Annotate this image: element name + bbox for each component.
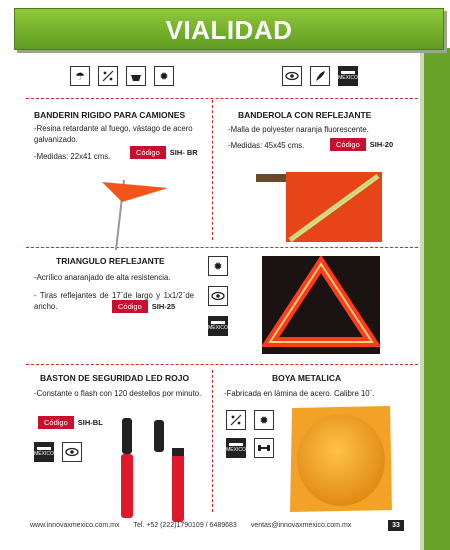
mexico-flag-icon — [338, 66, 358, 86]
divider-vertical-2 — [212, 370, 213, 512]
banderin-codigo — [130, 146, 198, 159]
baston-image — [112, 412, 192, 528]
boya-title: BOYA METALICA — [272, 373, 342, 383]
mexico-flag-icon — [226, 438, 246, 458]
eye-icon — [62, 442, 82, 462]
temperature-icon — [226, 410, 246, 430]
dumbbell-icon — [254, 438, 274, 458]
banderola-code: SIH-20 — [369, 140, 394, 149]
banderola-flag-image — [256, 160, 386, 244]
baston-code: SIH-BL — [77, 418, 103, 427]
codigo-badge: Código — [330, 138, 366, 151]
triangulo-title: TRIANGULO REFLEJANTE — [56, 256, 165, 266]
mexico-badge-text: MÉXICO — [226, 447, 246, 453]
water-tub-icon — [126, 66, 146, 86]
footer — [30, 522, 351, 529]
mexico-badge-text: MÉXICO — [208, 325, 228, 331]
banderin-code: SIH- BR — [169, 148, 198, 157]
page-number: 33 — [388, 520, 404, 531]
triangulo-code: SIH-25 — [151, 302, 176, 311]
codigo-badge: Código — [130, 146, 166, 159]
umbrella-icon: ☂ — [70, 66, 90, 86]
banderola-desc-1: -Malla de polyester naranja fluorescente. — [228, 125, 369, 134]
triangulo-image — [262, 256, 380, 354]
boya-desc-1: -Fabricada en lámina de acero. Calibre 10¨. — [224, 389, 375, 398]
mexico-badge-text: MÉXICO — [338, 75, 358, 81]
banderola-codigo — [330, 138, 393, 151]
banderola-title: BANDEROLA CON REFLEJANTE — [238, 110, 372, 120]
eye-icon — [208, 286, 228, 306]
feather-icon — [310, 66, 330, 86]
codigo-badge: Código — [112, 300, 148, 313]
sun-icon: ✹ — [254, 410, 274, 430]
divider-middle-1 — [26, 247, 418, 248]
footer-email-link[interactable]: ventas@innovaxmexico.com.mx — [250, 522, 352, 529]
right-green-bar — [424, 48, 450, 550]
banderin-title: BANDERIN RIGIDO PARA CAMIONES — [34, 110, 186, 120]
triangulo-icons — [208, 256, 228, 336]
mexico-badge-text: MÉXICO — [34, 451, 54, 457]
baston-title: BASTON DE SEGURIDAD LED ROJO — [40, 373, 190, 383]
boya-icons — [226, 410, 274, 458]
banderola-desc-2: -Medidas: 45x45 cms. — [228, 141, 305, 150]
baston-desc-1: -Constante o flash con 120 destellos por minuto. — [34, 389, 202, 398]
icon-row-right — [282, 66, 358, 86]
baston-codigo — [38, 416, 103, 429]
divider-top — [26, 98, 418, 99]
banderin-desc-1: -Resina retardante al fuego, vástago de acero galvanizado. — [34, 124, 193, 144]
header-banner — [14, 8, 444, 50]
page-title: VIALIDAD — [165, 15, 293, 45]
mexico-flag-icon — [208, 316, 228, 336]
temperature-icon — [98, 66, 118, 86]
footer-phone: Tel. +52 (222)1790109 / 6489683 — [133, 522, 237, 529]
footer-web-link[interactable]: www.innovaxmexico.com.mx — [30, 522, 120, 529]
sun-icon: ✹ — [208, 256, 228, 276]
eye-icon — [282, 66, 302, 86]
triangulo-desc-1: -Acrílico anaranjado de alta resistencia. — [34, 273, 171, 282]
icon-row-left — [70, 66, 174, 86]
baston-icons — [34, 442, 82, 462]
triangulo-desc-2: - Tiras reflejantes de 17¨de largo y 1x1/2¨de ancho. — [34, 291, 194, 311]
banderin-desc-2: -Medidas: 22x41 cms. — [34, 152, 111, 161]
divider-middle-2 — [26, 364, 418, 365]
banderin-flag-image — [96, 172, 176, 252]
boya-image — [288, 402, 394, 514]
codigo-badge: Código — [38, 416, 74, 429]
sun-icon: ✹ — [154, 66, 174, 86]
divider-vertical-1 — [212, 100, 213, 240]
mexico-flag-icon — [34, 442, 54, 462]
triangulo-codigo — [112, 300, 175, 313]
